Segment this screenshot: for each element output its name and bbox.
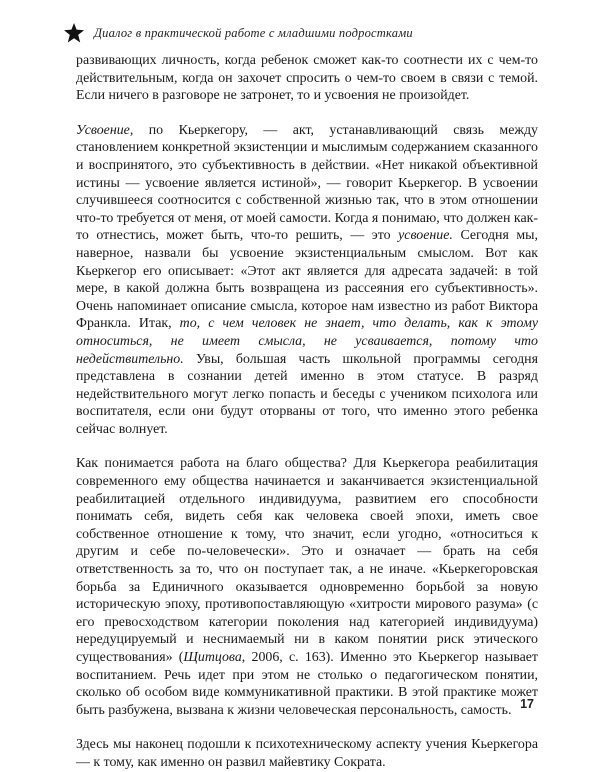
paragraph-4 <box>76 736 538 771</box>
paragraph-2-text-b: Сегодня мы, наверное, назвали бы усвоение экзистенциальным смыслом. Вот как Кьеркегор его описывает: «Этот акт является для адресата задачей: в той мере, в какой должна быть возвращена из рассеяния его субъективность». Очень напоминает описание смысла, которое нам известно из работ Виктора Франкла. Итак, <box>76 228 538 332</box>
paragraph-1 <box>76 52 538 105</box>
term-usvoenie: Усвоение, <box>76 122 134 138</box>
page-number: 17 <box>520 697 534 711</box>
paragraph-2-text-c: Увы, большая часть школьной программы сегодня представлена в сознании детей именно в этом статусе. В разряд недействительного могут легко попасть и беседы с учеником психолога или воспитателя, если они будут оторваны от того, что именно этого ребенка сейчас волнует. <box>76 351 538 437</box>
paragraph-2 <box>76 122 538 439</box>
paragraph-3 <box>76 455 538 719</box>
paragraph-3-text-a: Как понимается работа на благо общества? Для Кьеркегора реабилитация современного ему общества начинается и заканчивается экзистенциальной реабилитацией отдельного индивидуума, развитием его способности понимать себя, видеть себя как человека своей эпохи, иметь свое собственное отношение к тому, что значит, если угодно, «относиться к другим и себе по-человечески». Это и означает — брать на себя ответственность за то, что он поступает так, а не иначе. «Кьеркегоровская борьба за Единичного оказывается одновременно борьбой за новую историческую эпоху, противопоставляющую «хитрости мирового разума» (с его превосходством категории поколения над категорией индивидуума) нередуцируемый и неснимаемый ни в каком понятии риск этического существования» ( <box>76 456 538 665</box>
paragraph-2-text-a: по Кьеркегору, — акт, устанавливающий связь между становлением конкретной экзистенции и мыслимым содержанием сказанного и воспринятого, это субъективность в действии. «Нет никакой объективной истины — усвоение является истиной», — говорит Кьеркегор. В усвоении случившееся соотносится с собственной жизнью так, что в этом отношении что-то требуется от меня, от моей самости. Когда я понимаю, что должен как-то отнестись, может быть, что-то решить, — это <box>76 122 538 244</box>
citation-author: Щитцова <box>183 650 242 665</box>
paragraph-3-text-b: , 2006, с. 163). Именно это Кьеркегор называет воспитанием. Речь идет при этом не столько о педагогическом понятии, сколько об особом виде коммуникативной практики. В этой практике может быть разбужена, вызвана к жизни человеческая персональность, самость. <box>76 650 539 718</box>
paragraph-1-text: развивающих личность, когда ребенок сможет как-то соотнести их с чем-то действительным, когда он захочет спросить о чем-то своем в связи с темой. Если ничего в разговоре не затронет, то и усвоения не произойдет. <box>76 53 538 104</box>
star-icon <box>64 23 84 43</box>
emphasis-sentence: то, с чем человек не знает, что делать, как к этому относиться, не имеет смысла, не усваивается, потому что недействительно. <box>76 316 538 367</box>
page-body <box>76 52 538 772</box>
running-title: Диалог в практической работе с младшими подростками <box>94 25 413 40</box>
paragraph-4-text: Здесь мы наконец подошли к психотехническому аспекту учения Кьеркегора — к тому, как именно он развил майевтику Сократа. <box>76 737 538 770</box>
running-header <box>64 20 540 46</box>
term-usvoenie-2: усвоение. <box>398 228 453 244</box>
